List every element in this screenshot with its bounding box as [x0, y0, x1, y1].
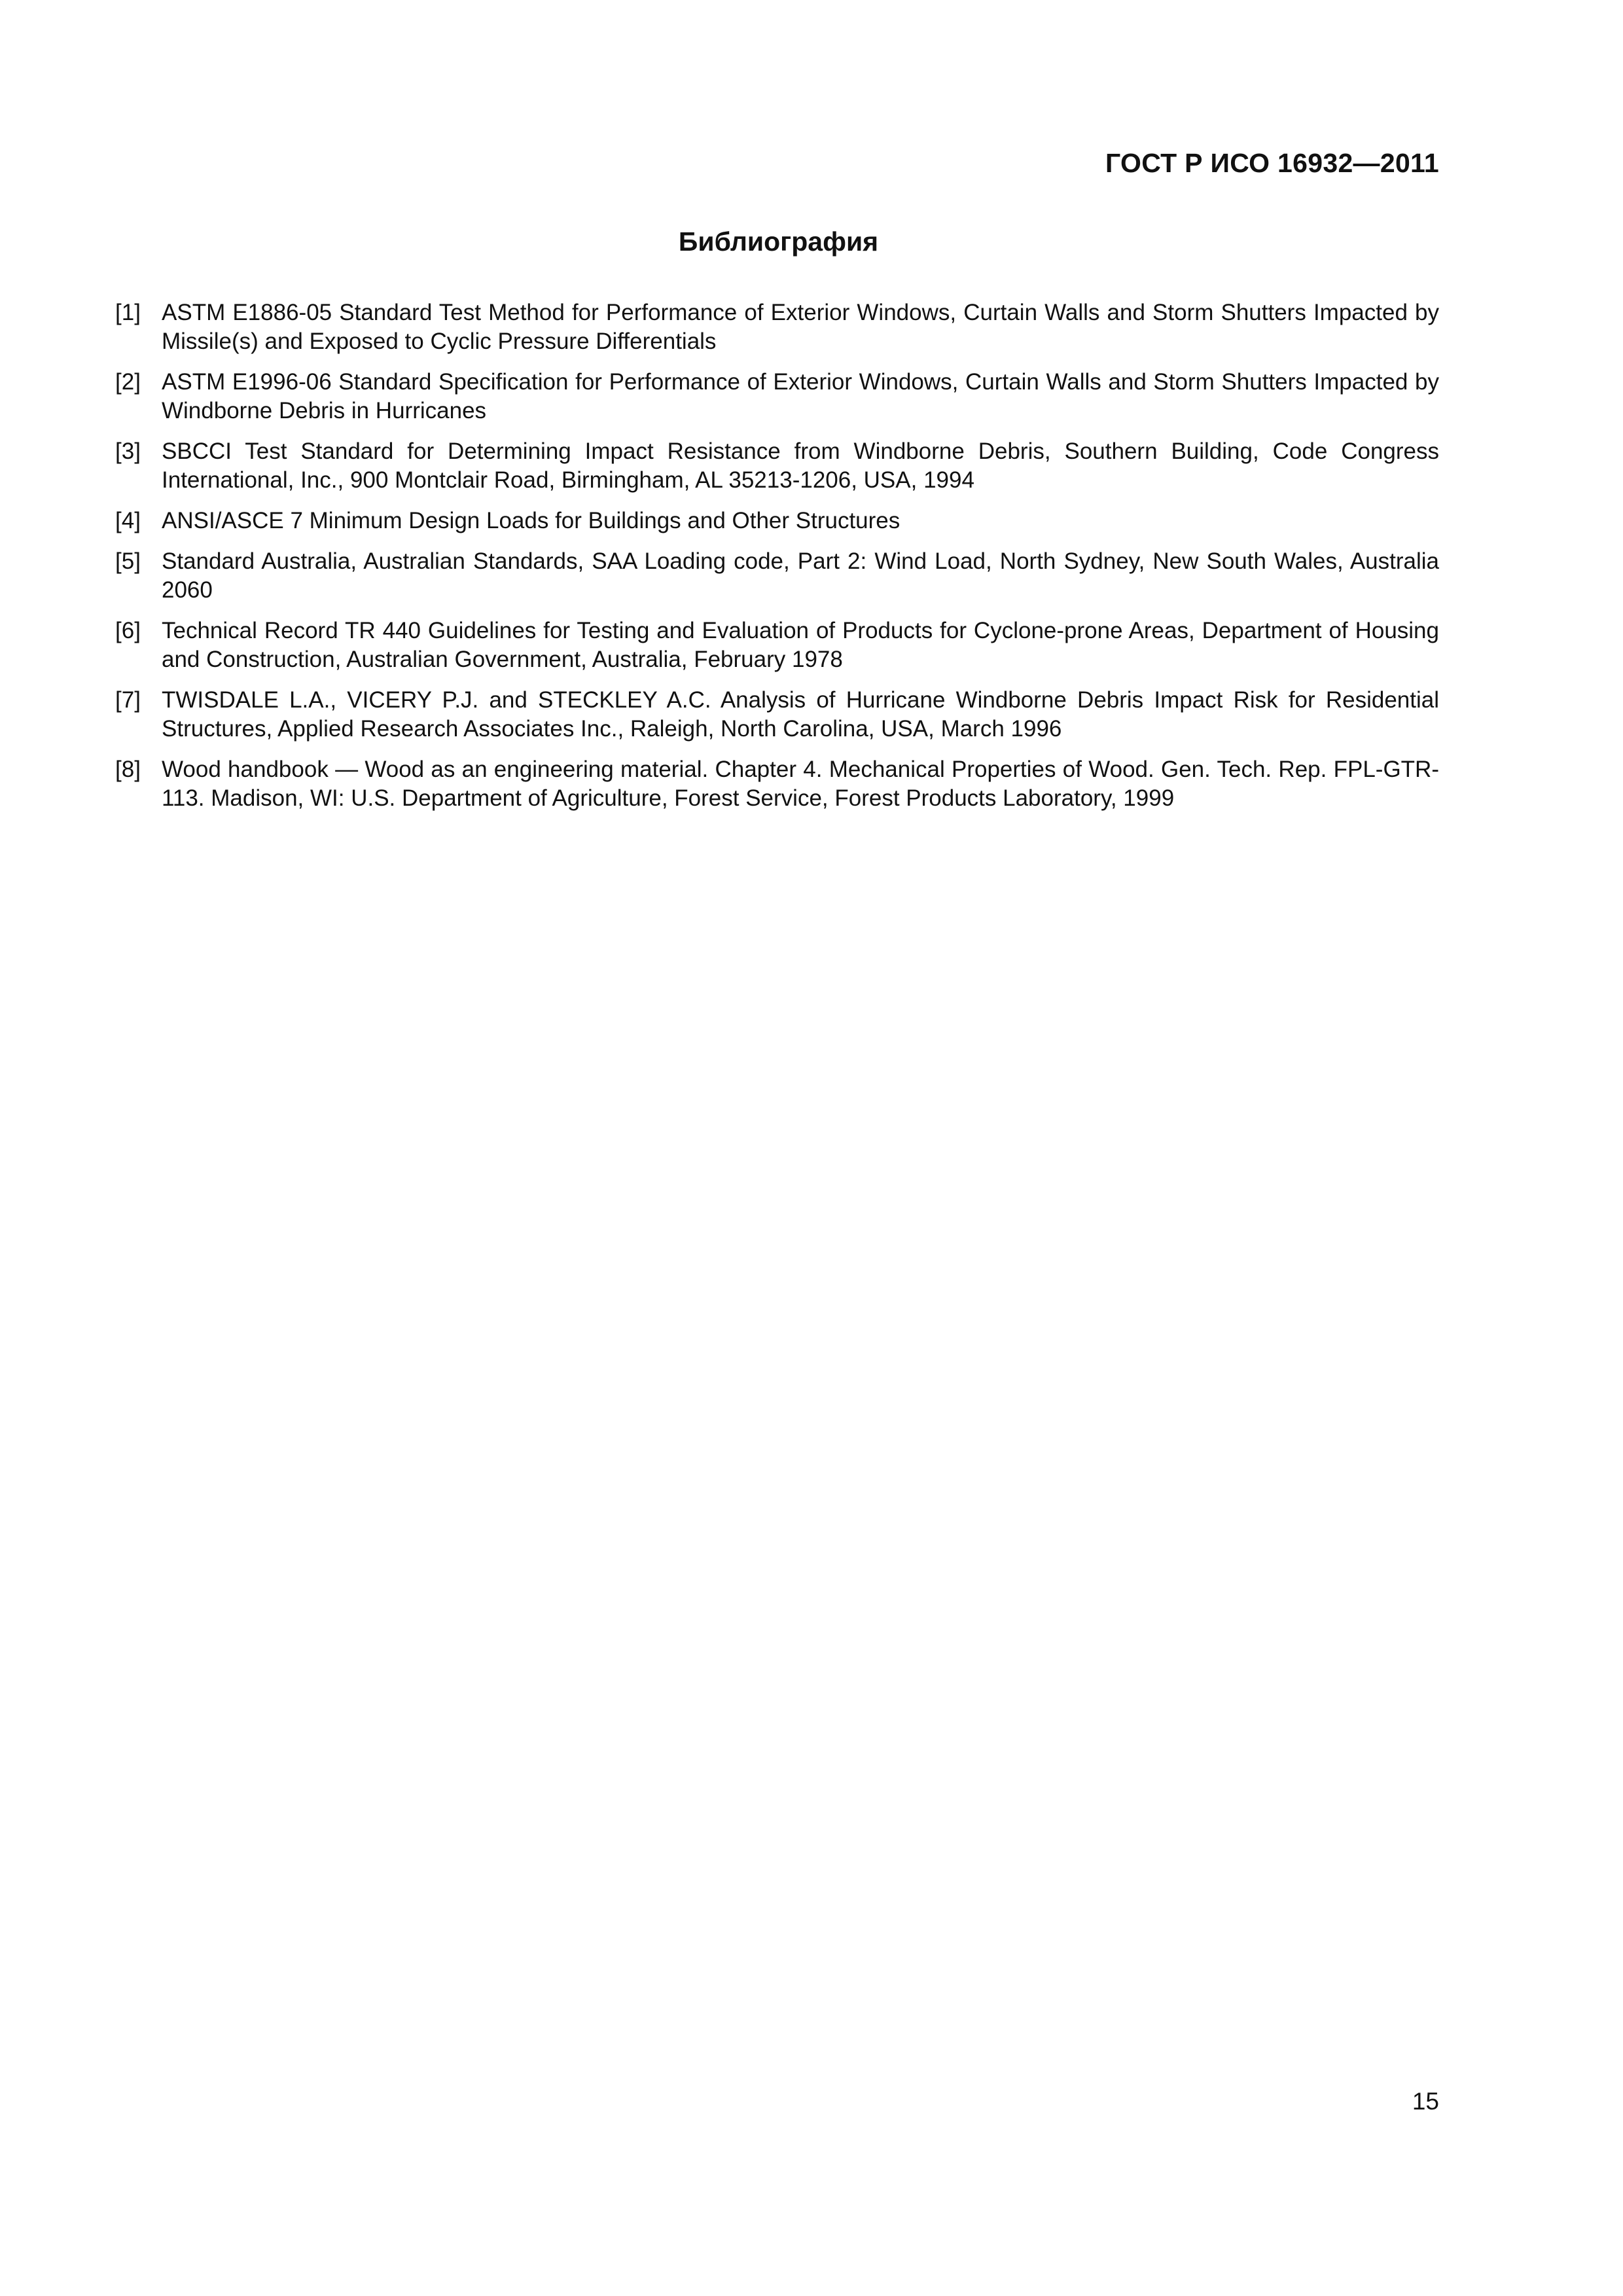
bibliography-entry-8: [115, 755, 1439, 813]
bibliography-entry-text: Technical Record TR 440 Guidelines for Testing and Evaluation of Products for Cyclone-prone Areas, Department of Housing and Construction, Australian Government, Australia, February 1978: [162, 618, 1439, 672]
bibliography-entry-number: [1]: [115, 300, 141, 325]
bibliography-entry-7: [115, 686, 1439, 744]
bibliography-entry-1: [115, 298, 1439, 356]
bibliography-entry-text: ASTM E1996-06 Standard Specification for Performance of Exterior Windows, Curtain Walls and Storm Shutters Impacted by Windborne Debris in Hurricanes: [162, 369, 1439, 423]
bibliography-entry-number: [2]: [115, 369, 141, 395]
bibliography-entry-number: [3]: [115, 439, 141, 464]
bibliography-entry-6: [115, 617, 1439, 674]
bibliography-entry-text: ASTM E1886-05 Standard Test Method for Performance of Exterior Windows, Curtain Walls and Storm Shutters Impacted by Missile(s) and Exposed to Cyclic Pressure Differentials: [162, 300, 1439, 354]
bibliography-entry-number: [4]: [115, 508, 141, 533]
bibliography-title: Библиография: [678, 226, 879, 257]
bibliography-entry-text: TWISDALE L.A., VICERY P.J. and STECKLEY A.C. Analysis of Hurricane Windborne Debris Impact Risk for Residential Structures, Applied Research Associates Inc., Raleigh, North Carolina, USA, March 1996: [162, 687, 1439, 742]
bibliography-entry-number: [6]: [115, 618, 141, 643]
bibliography-entry-number: [7]: [115, 687, 141, 713]
bibliography-entry-text: SBCCI Test Standard for Determining Impact Resistance from Windborne Debris, Southern Building, Code Congress International, Inc., 900 Montclair Road, Birmingham, AL 35213-1206, USA, 1994: [162, 439, 1439, 493]
bibliography-entry-5: [115, 547, 1439, 605]
bibliography-entry-number: [5]: [115, 548, 141, 574]
page-number: 15: [1412, 2088, 1439, 2115]
document-code-header: ГОСТ Р ИСО 16932—2011: [1105, 148, 1439, 178]
bibliography-list: [115, 298, 1439, 825]
bibliography-entry-text: Wood handbook — Wood as an engineering material. Chapter 4. Mechanical Properties of Wood. Gen. Tech. Rep. FPL-GTR-113. Madison, WI: U.S. Department of Agriculture, Forest Service, Forest Products Laboratory, 1999: [162, 757, 1439, 811]
bibliography-entry-2: [115, 368, 1439, 425]
bibliography-entry-text: ANSI/ASCE 7 Minimum Design Loads for Buildings and Other Structures: [162, 508, 901, 533]
bibliography-entry-4: [115, 507, 1439, 535]
bibliography-entry-text: Standard Australia, Australian Standards, SAA Loading code, Part 2: Wind Load, North Sydney, New South Wales, Australia 2060: [162, 548, 1439, 603]
bibliography-entry-number: [8]: [115, 757, 141, 782]
bibliography-entry-3: [115, 437, 1439, 495]
